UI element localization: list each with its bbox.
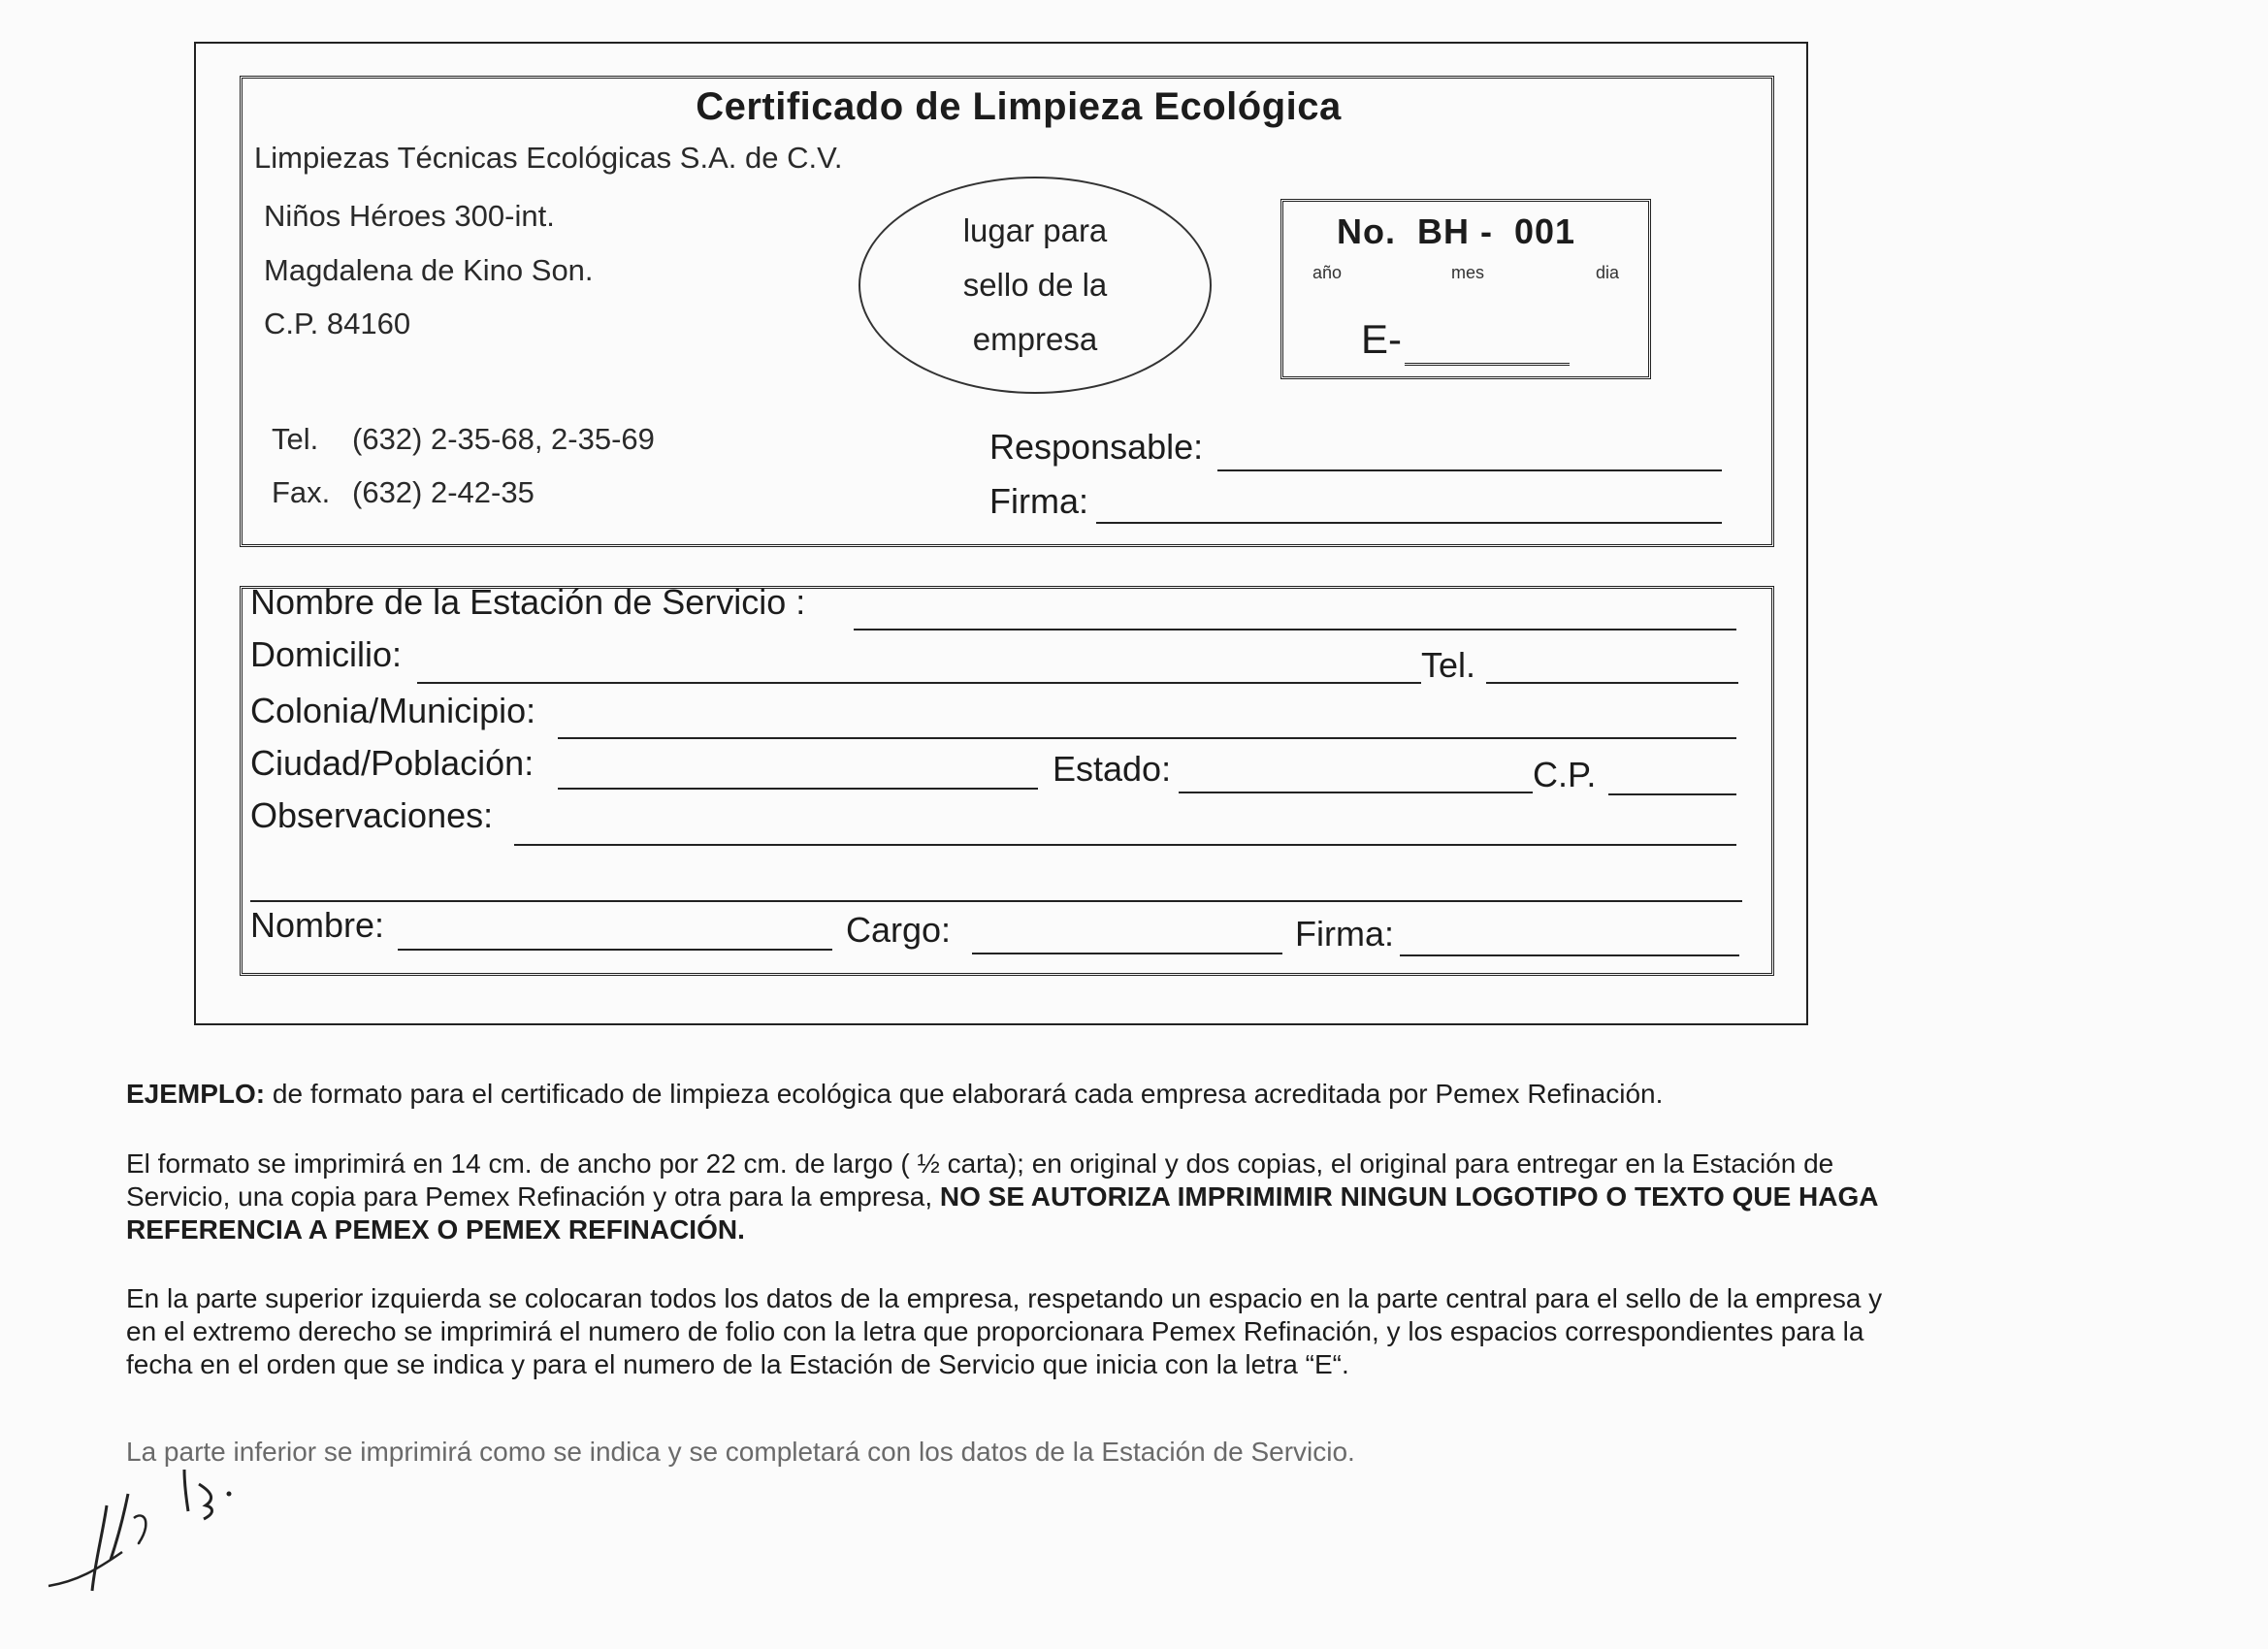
nombre-label: Nombre: (250, 905, 385, 945)
company-firma-line[interactable] (1096, 522, 1722, 524)
responsable-label: Responsable: (989, 427, 1204, 467)
note-ejemplo-label: EJEMPLO: (126, 1079, 266, 1109)
seal-line-3: empresa (972, 321, 1098, 357)
cargo-line[interactable] (972, 953, 1282, 954)
company-fax-value: (632) 2-42-35 (352, 475, 535, 509)
domicilio-line[interactable] (417, 682, 1421, 684)
note-formato-line-1: El formato se imprimirá en 14 cm. de ancho por 22 cm. de largo ( ½ carta); en original y dos copias, el original para entregar en la Estación de (126, 1148, 1834, 1179)
colonia-label: Colonia/Municipio: (250, 691, 536, 730)
note-formato-warning: NO SE AUTORIZA IMPRIMIMIR NINGUN LOGOTIPO O TEXTO QUE HAGA (939, 1181, 1879, 1212)
estado-line[interactable] (1179, 792, 1533, 793)
folio-number: No. BH - 001 (1337, 211, 1576, 251)
note-formato-warning-end: REFERENCIA A PEMEX O PEMEX REFINACIÓN. (126, 1214, 745, 1245)
tel-label: Tel. (1421, 645, 1476, 685)
folio-month-label: mes (1451, 263, 1485, 282)
observaciones-line-1[interactable] (514, 844, 1736, 846)
station-number-prefix: E- (1361, 316, 1402, 362)
handwritten-initials (39, 1445, 272, 1610)
note-formato (126, 1148, 2066, 1246)
colonia-line[interactable] (558, 737, 1736, 739)
note-ejemplo (126, 1078, 2066, 1111)
station-name-line[interactable] (854, 629, 1736, 630)
station-firma-line[interactable] (1400, 954, 1739, 956)
observaciones-label: Observaciones: (250, 795, 494, 835)
certificate-title: Certificado de Limpieza Ecológica (696, 85, 1342, 128)
ciudad-line[interactable] (558, 788, 1038, 790)
station-number-line (1405, 363, 1570, 366)
nombre-line[interactable] (398, 949, 832, 951)
company-address-line1: Niños Héroes 300-int. (264, 199, 555, 233)
company-postal-code: C.P. 84160 (264, 307, 411, 340)
company-firma-label: Firma: (989, 481, 1088, 521)
estado-label: Estado: (1053, 749, 1172, 789)
domicilio-label: Domicilio: (250, 634, 403, 674)
note-ejemplo-text: de formato para el certificado de limpieza ecológica que elaborará cada empresa acreditada por Pemex Refinación. (265, 1079, 1664, 1109)
company-address-line2: Magdalena de Kino Son. (264, 253, 594, 287)
folio-year-label: año (1312, 263, 1343, 282)
tel-line[interactable] (1486, 682, 1738, 684)
ciudad-label: Ciudad/Población: (250, 743, 535, 783)
seal-line-1: lugar para (962, 212, 1108, 248)
station-firma-label: Firma: (1295, 914, 1394, 954)
company-seal-area (859, 177, 1212, 394)
note-formato-line-2 (126, 1180, 2066, 1213)
folio-day-label: dia (1596, 263, 1620, 282)
note-superior-line-1: En la parte superior izquierda se colocaran todos los datos de la empresa, respetando un espacio en la parte central para el sello de la empresa y (126, 1283, 1883, 1313)
company-tel-label: Tel. (272, 422, 319, 456)
company-tel-value: (632) 2-35-68, 2-35-69 (352, 422, 655, 456)
note-inferior: La parte inferior se imprimirá como se indica y se completará con los datos de la Estación de Servicio. (126, 1437, 1355, 1467)
cp-line[interactable] (1608, 793, 1736, 795)
note-superior-line-3: fecha en el orden que se indica y para el numero de la Estación de Servicio que inicia con la letra “E“. (126, 1349, 1349, 1379)
note-superior-line-2: en el extremo derecho se imprimirá el numero de folio con la letra que proporcionara Pemex Refinación, y los espacios correspondientes para la (126, 1316, 1864, 1346)
station-name-label: Nombre de la Estación de Servicio : (250, 582, 806, 622)
seal-line-2: sello de la (962, 267, 1108, 303)
company-name: Limpiezas Técnicas Ecológicas S.A. de C.V. (254, 141, 843, 175)
observaciones-line-2[interactable] (250, 900, 1742, 902)
folio-box (1280, 199, 1651, 379)
note-superior (126, 1282, 2066, 1381)
cp-label: C.P. (1533, 755, 1597, 794)
note-formato-line-2-text: Servicio, una copia para Pemex Refinación y otra para la empresa, (126, 1181, 940, 1212)
responsable-line[interactable] (1217, 469, 1722, 471)
note-formato-line-3 (126, 1213, 2066, 1246)
cargo-label: Cargo: (846, 910, 952, 950)
company-fax-label: Fax. (272, 475, 331, 509)
